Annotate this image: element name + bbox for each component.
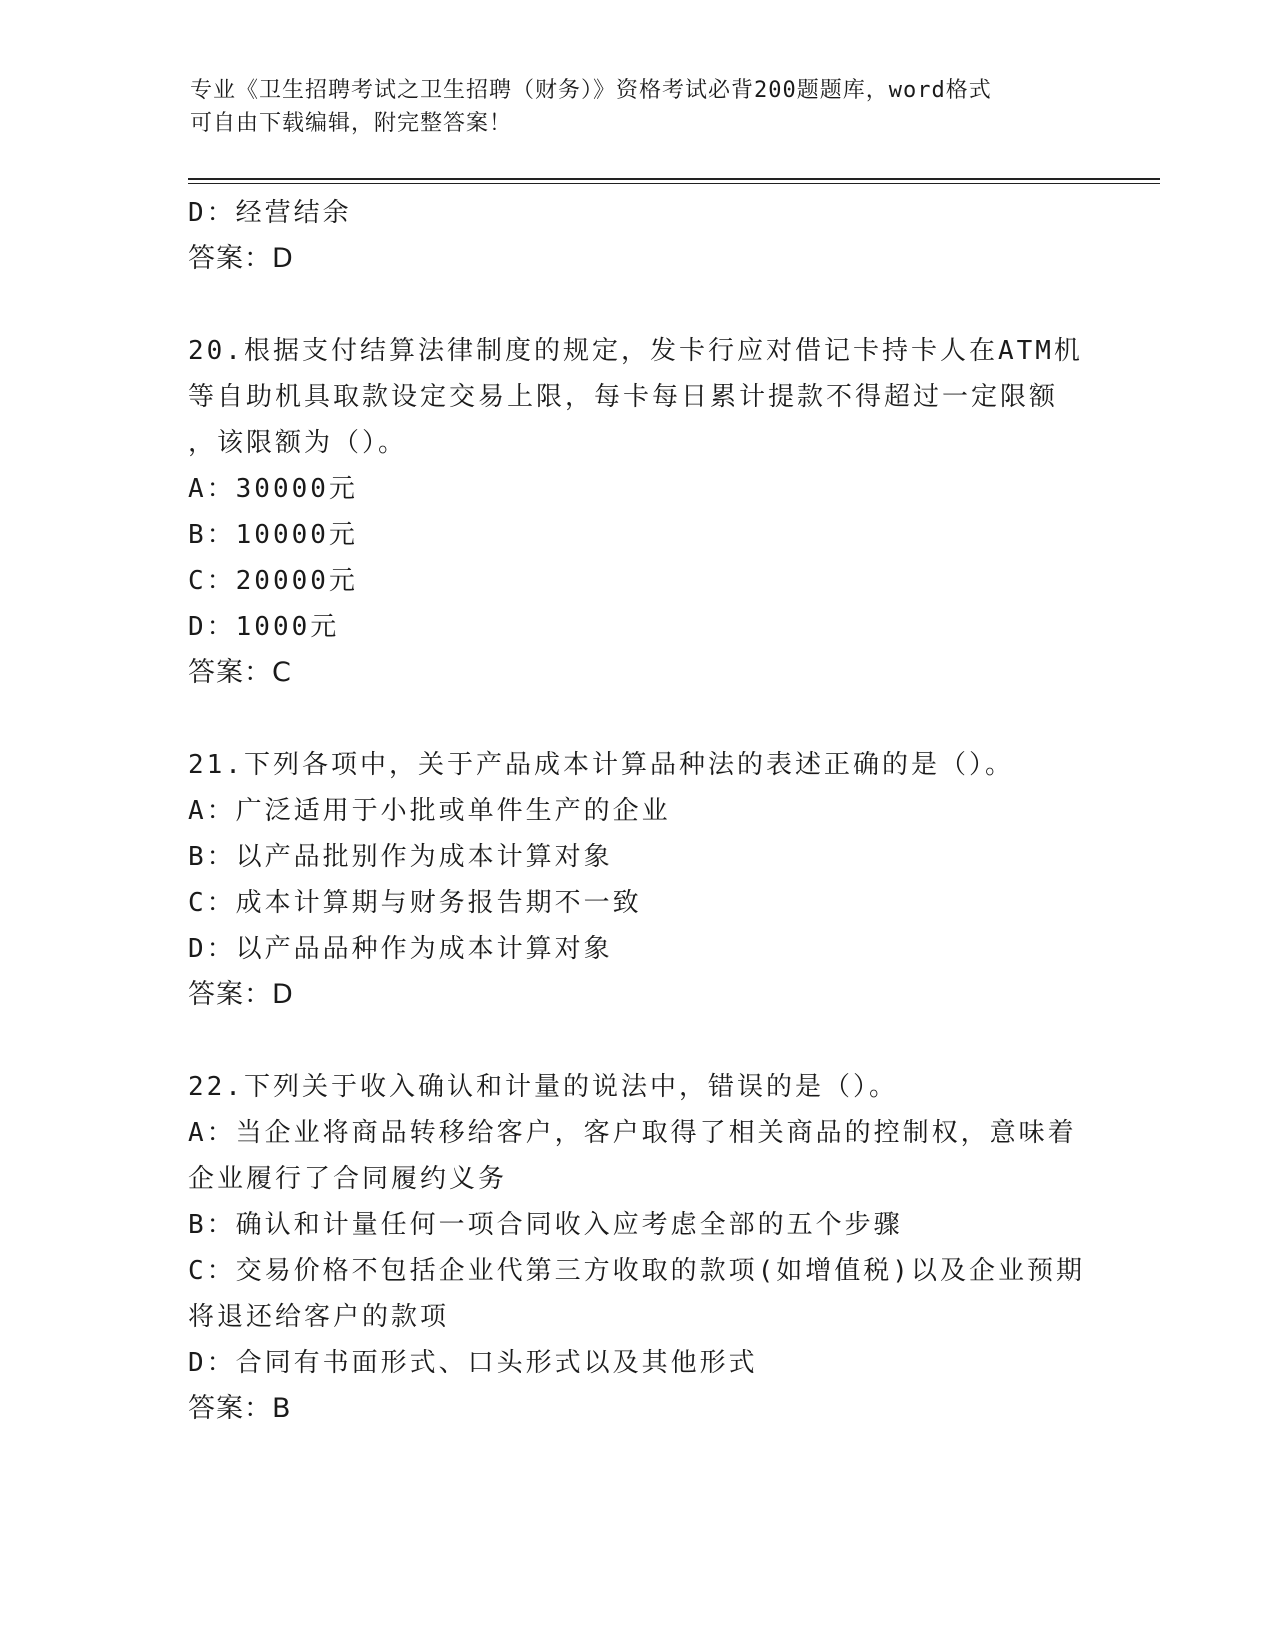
answer: 答案：B — [188, 1393, 292, 1424]
header-line-2: 可自由下载编辑，附完整答案！ — [190, 111, 513, 136]
question-stem-line: 22.下列关于收入确认和计量的说法中，错误的是（）。 — [188, 1072, 898, 1102]
header-line-1: 专业《卫生招聘考试之卫生招聘（财务）》资格考试必背200题题库，word格式 — [190, 78, 992, 103]
question-stem-line: 等自助机具取款设定交易上限，每卡每日累计提款不得超过一定限额 — [188, 382, 1059, 412]
header-divider-thick — [188, 178, 1160, 180]
question-22 — [188, 1064, 1088, 1432]
spacer — [188, 696, 1088, 742]
option-c-continued: 将退还给客户的款项 — [188, 1302, 450, 1332]
option-b: B：确认和计量任何一项合同收入应考虑全部的五个步骤 — [188, 1210, 903, 1240]
option-d: D：1000元 — [188, 612, 340, 642]
question-21 — [188, 742, 1088, 1018]
answer: 答案：D — [188, 979, 294, 1010]
question-20 — [188, 328, 1088, 696]
option-c: C：20000元 — [188, 566, 358, 596]
document-body — [188, 190, 1088, 1432]
option-c: C：成本计算期与财务报告期不一致 — [188, 888, 642, 918]
option-a: A：广泛适用于小批或单件生产的企业 — [188, 796, 671, 826]
option-d: D：合同有书面形式、口头形式以及其他形式 — [188, 1348, 758, 1378]
option-b: B：10000元 — [188, 520, 358, 550]
document-header — [190, 74, 1090, 140]
option-c: C：交易价格不包括企业代第三方收取的款项(如增值税)以及企业预期 — [188, 1256, 1085, 1286]
header-divider-thin — [188, 183, 1160, 184]
spacer — [188, 1018, 1088, 1064]
question-stem-line: ，该限额为（）。 — [188, 428, 408, 458]
answer: 答案：C — [188, 657, 292, 688]
question-stem-line: 21.下列各项中，关于产品成本计算品种法的表述正确的是（）。 — [188, 750, 1014, 780]
prev-option-d: D：经营结余 — [188, 198, 352, 228]
prev-answer: 答案：D — [188, 243, 294, 274]
option-b: B：以产品批别作为成本计算对象 — [188, 842, 613, 872]
option-a-continued: 企业履行了合同履约义务 — [188, 1164, 508, 1194]
spacer — [188, 282, 1088, 328]
option-a: A：当企业将商品转移给客户，客户取得了相关商品的控制权，意味着 — [188, 1118, 1077, 1148]
question-stem-line: 20.根据支付结算法律制度的规定，发卡行应对借记卡持卡人在ATM机 — [188, 336, 1083, 366]
option-a: A：30000元 — [188, 474, 358, 504]
option-d: D：以产品品种作为成本计算对象 — [188, 934, 613, 964]
